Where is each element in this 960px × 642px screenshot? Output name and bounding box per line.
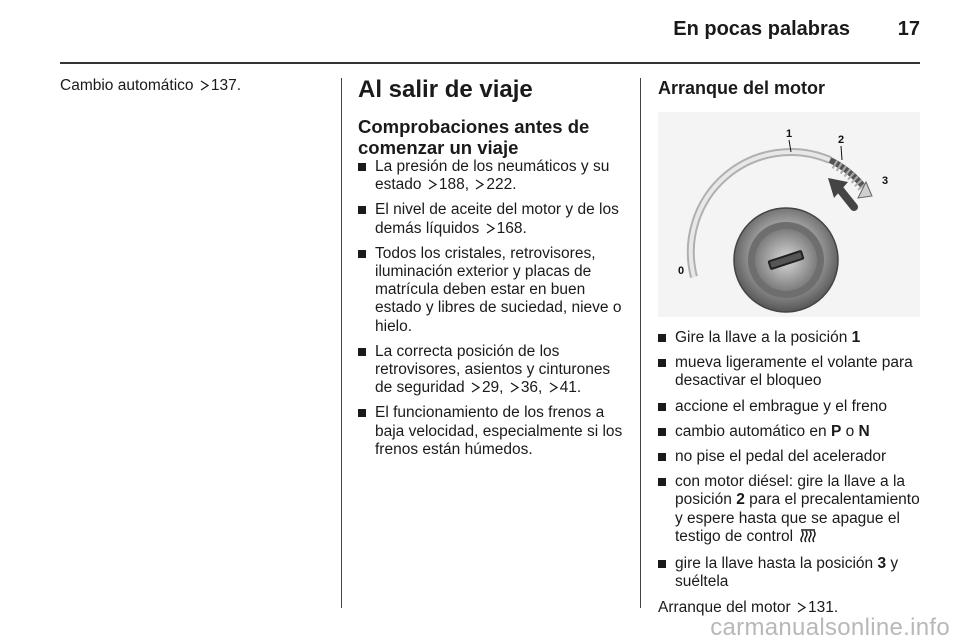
reference-page[interactable]: 168. [496,219,527,237]
bullet-icon [658,403,666,411]
list-item [658,354,923,390]
ignition-key-figure [658,112,920,317]
page-reference-icon [428,179,437,190]
item-text: para el precalentamiento y espere hasta que se apague el testigo de control [675,491,920,545]
bullet-icon [658,560,666,568]
bullet-icon [658,334,666,342]
page-reference-icon [549,382,558,393]
watermark: carmanualsonline.info [710,614,950,641]
list-item [658,329,923,347]
bullet-icon [358,250,366,258]
running-header-title: En pocas palabras [673,18,850,40]
cross-reference [60,76,332,96]
list-item [658,423,923,441]
checklist [358,158,630,459]
list-item [358,201,630,237]
position-label: 3 [882,175,889,187]
bullet-icon [658,359,666,367]
list-item [658,555,923,591]
reference-page[interactable]: 222. [486,176,517,194]
section-title: Arranque del motor [658,78,826,98]
column-divider [341,78,342,608]
item-text: Gire la llave a la posición [675,329,848,346]
page-reference-icon [797,602,806,613]
reference-text: Cambio automático [60,77,194,94]
reference-page[interactable]: 137. [210,77,242,94]
page-reference-icon [486,223,495,234]
right-column [658,76,923,618]
bullet-icon [658,478,666,486]
page-reference-icon [510,382,519,393]
bullet-icon [358,163,366,171]
item-text: o [845,422,855,440]
header-rule [60,62,920,64]
item-text: gire la llave hasta la posición [675,555,874,573]
key-position: 3 [877,555,887,573]
list-item [658,448,923,466]
reference-page[interactable]: 36, [520,379,543,397]
key-position: 1 [851,329,861,346]
reference-page[interactable]: 131. [808,599,839,617]
reference-page[interactable]: 29, [481,379,504,397]
page-reference-icon [200,80,209,91]
column-divider [640,78,641,608]
bullet-icon [658,428,666,436]
bullet-icon [358,348,366,356]
reference-page[interactable]: 41. [559,379,582,397]
section-title: Al salir de viaje [358,76,533,103]
middle-column [358,76,630,466]
list-item [358,245,630,336]
list-item [358,404,630,459]
page-reference-icon [471,382,480,393]
item-text: y suéltela [675,555,899,591]
item-text: El funcionamiento de los frenos a baja velocidad, especialmente si los frenos están húmedos. [375,404,623,458]
start-steps [658,329,923,591]
item-text: Todos los cristales, retrovisores, iluminación exterior y placas de matrícula deben estar en buen estado y libres de suciedad, nieve o hielo. [375,244,622,335]
key-position: 2 [736,491,745,509]
item-text: La presión de los neumáticos y su estado [375,158,610,194]
item-text: accione el embrague y el freno [675,397,887,415]
bullet-icon [358,409,366,417]
gear-n: N [858,422,870,440]
item-text: La correcta posición de los retrovisores, asientos y cinturones de seguridad [375,342,611,397]
glow-plug-icon [800,529,816,548]
left-column [60,76,332,96]
item-text: cambio automático en [675,422,827,440]
reference-page[interactable]: 188, [438,176,470,194]
ignition-diagram [658,112,920,317]
position-label: 2 [838,134,845,146]
subsection-title: Comprobaciones antes de comenzar un viaje [358,116,590,158]
list-item [358,343,630,398]
bullet-icon [658,453,666,461]
position-label: 0 [678,265,685,277]
item-text: mueva ligeramente el volante para desactivar el bloqueo [675,354,913,390]
list-item [358,158,630,194]
item-text: con motor diésel: gire la llave a la posición [675,473,906,509]
bullet-icon [358,206,366,214]
gear-p: P [830,422,842,440]
list-item [658,473,923,548]
position-label: 1 [786,128,793,140]
page-number: 17 [897,18,920,40]
reference-text: Arranque del motor [658,599,791,617]
page-reference-icon [475,179,484,190]
item-text: no pise el pedal del acelerador [675,448,887,466]
item-text: El nivel de aceite del motor y de los demás líquidos [375,201,619,237]
list-item [658,398,923,416]
